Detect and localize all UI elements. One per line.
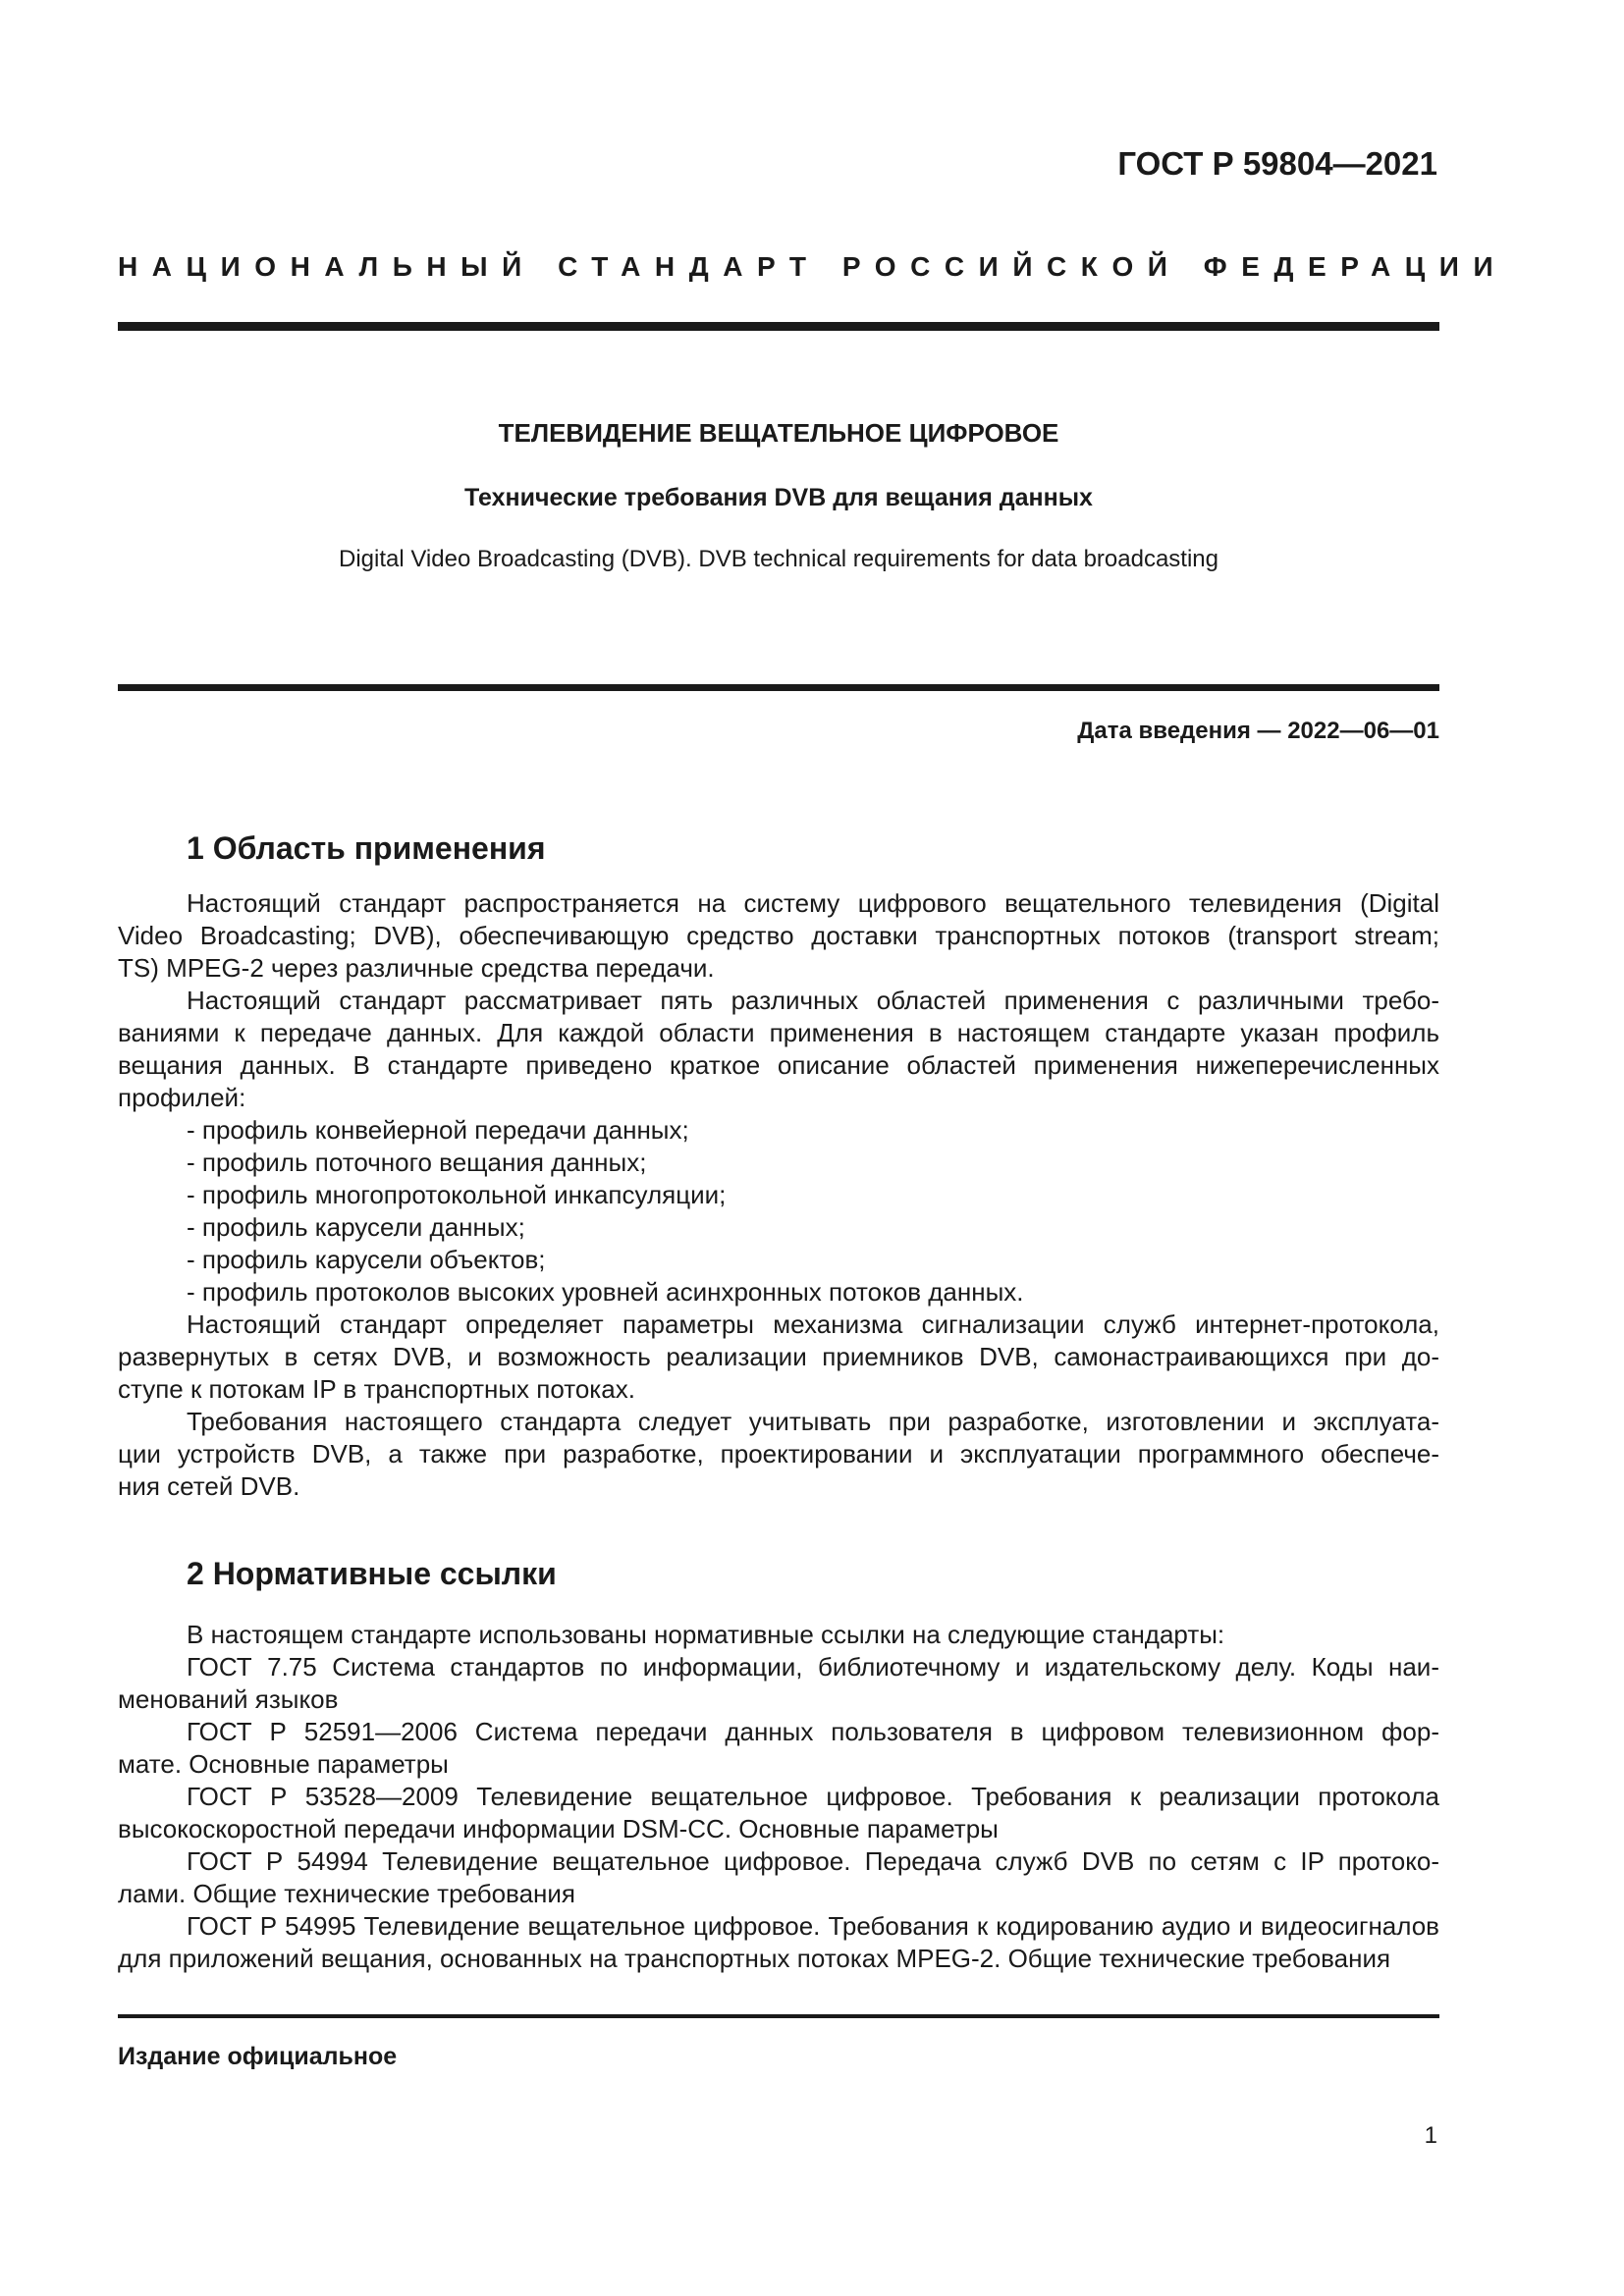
document-subtitle: Технические требования DVB для вещания данных bbox=[464, 484, 1093, 511]
text-line: ГОСТ Р 53528—2009 Телевидение вещательное цифровое. Требования к реализации протокола bbox=[187, 1782, 1439, 1811]
section-2-body bbox=[118, 1619, 1439, 1975]
text-line: высокоскоростной передачи информации DSM-CC. Основные параметры bbox=[118, 1814, 999, 1843]
text-line: ваниями к передаче данных. Для каждой области применения в настоящем стандарте указан профиль bbox=[118, 1018, 1439, 1047]
text-line: Video Broadcasting; DVB), обеспечивающую средство доставки транспортных потоков (transport stream; bbox=[118, 921, 1439, 950]
section-2-heading: 2 Нормативные ссылки bbox=[187, 1556, 557, 1591]
english-title: Digital Video Broadcasting (DVB). DVB technical requirements for data broadcasting bbox=[338, 546, 1218, 572]
text-line: ступе к потокам IP в транспортных потоках. bbox=[118, 1374, 635, 1404]
text-line: развернутых в сетях DVB, и возможность реализации приемников DVB, самонастраивающихся при до- bbox=[118, 1342, 1439, 1371]
profile-list bbox=[118, 1114, 1439, 1308]
text-line: TS) MPEG-2 через различные средства передачи. bbox=[118, 953, 715, 983]
footer-rule bbox=[118, 2014, 1439, 2018]
text-line: Настоящий стандарт распространяется на систему цифрового вещательного телевидения (Digital bbox=[187, 888, 1439, 918]
list-item: - профиль поточного вещания данных; bbox=[187, 1148, 647, 1177]
list-item: - профиль конвейерной передачи данных; bbox=[187, 1115, 689, 1145]
text-line: для приложений вещания, основанных на транспортных потоках MPEG-2. Общие технические требования bbox=[118, 1944, 1391, 1973]
page-number: 1 bbox=[1424, 2122, 1437, 2149]
national-standard-title: НАЦИОНАЛЬНЫЙ СТАНДАРТ РОССИЙСКОЙ ФЕДЕРАЦИИ bbox=[118, 251, 1508, 282]
reference-item bbox=[118, 1845, 1439, 1910]
reference-item bbox=[118, 1910, 1439, 1975]
paragraph bbox=[118, 985, 1439, 1114]
text-line: профилей: bbox=[118, 1083, 246, 1112]
list-item: - профиль многопротокольной инкапсуляции; bbox=[187, 1180, 727, 1209]
text-line: ГОСТ Р 54995 Телевидение вещательное цифровое. Требования к кодированию аудио и видеосигналов bbox=[187, 1911, 1439, 1941]
text-line: лами. Общие технические требования bbox=[118, 1879, 575, 1908]
list-item: - профиль карусели данных; bbox=[187, 1212, 525, 1242]
paragraph bbox=[118, 1308, 1439, 1406]
section-1-body bbox=[118, 887, 1439, 1503]
document-title: ТЕЛЕВИДЕНИЕ ВЕЩАТЕЛЬНОЕ ЦИФРОВОЕ bbox=[498, 418, 1059, 448]
text-line: В настоящем стандарте использованы нормативные ссылки на следующие стандарты: bbox=[187, 1620, 1225, 1649]
list-item: - профиль карусели объектов; bbox=[187, 1245, 546, 1274]
text-line: Настоящий стандарт рассматривает пять различных областей применения с различными требо- bbox=[187, 986, 1439, 1015]
official-edition-label: Издание официальное bbox=[118, 2043, 398, 2070]
text-line: Настоящий стандарт определяет параметры механизма сигнализации служб интернет-протокола, bbox=[187, 1309, 1439, 1339]
text-line: ГОСТ 7.75 Система стандартов по информации, библиотечному и издательскому делу. Коды наи- bbox=[187, 1652, 1439, 1682]
text-line: ГОСТ Р 52591—2006 Система передачи данных пользователя в цифровом телевизионном фор- bbox=[187, 1717, 1439, 1746]
text-line: ГОСТ Р 54994 Телевидение вещательное цифровое. Передача служб DVB по сетям с IP протоко- bbox=[187, 1846, 1439, 1876]
document-number: ГОСТ Р 59804—2021 bbox=[1117, 145, 1437, 182]
header-rule bbox=[118, 322, 1439, 331]
reference-item bbox=[118, 1651, 1439, 1716]
text-line: ции устройств DVB, а также при разработке, проектировании и эксплуатации программного обеспече- bbox=[118, 1439, 1439, 1468]
text-line: мате. Основные параметры bbox=[118, 1749, 449, 1779]
text-line: вещания данных. В стандарте приведено краткое описание областей применения нижеперечисленных bbox=[118, 1050, 1439, 1080]
paragraph bbox=[118, 1406, 1439, 1503]
reference-item bbox=[118, 1716, 1439, 1781]
text-line: менований языков bbox=[118, 1684, 339, 1714]
reference-item bbox=[118, 1781, 1439, 1845]
introduction-date: Дата введения — 2022—06—01 bbox=[1077, 718, 1439, 744]
paragraph bbox=[118, 1619, 1439, 1651]
title-rule bbox=[118, 684, 1439, 691]
section-1-heading: 1 Область применения bbox=[187, 830, 546, 866]
text-line: ния сетей DVB. bbox=[118, 1471, 300, 1501]
text-line: Требования настоящего стандарта следует учитывать при разработке, изготовлении и эксплуата- bbox=[187, 1407, 1439, 1436]
list-item: - профиль протоколов высоких уровней асинхронных потоков данных. bbox=[187, 1277, 1024, 1307]
paragraph bbox=[118, 887, 1439, 985]
